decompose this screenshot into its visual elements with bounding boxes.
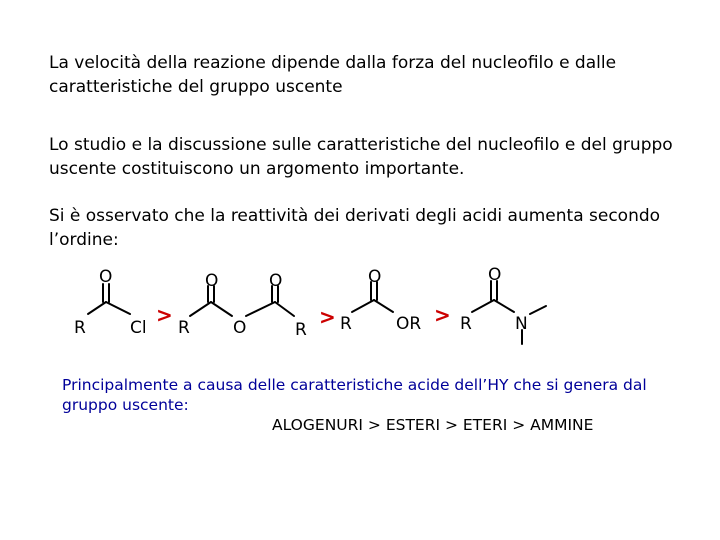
ester-or-label: OR (396, 314, 422, 334)
ester-r-label: R (340, 314, 352, 334)
acyl-chloride-cl-label: Cl (130, 318, 147, 338)
greater-than-2: > (319, 305, 336, 329)
ester-o-label: O (368, 267, 382, 287)
acyl-chloride-o-label: O (99, 267, 113, 287)
anhydride-o-mid-label: O (233, 318, 247, 338)
reactivity-order-line: ALOGENURI > ESTERI > ETERI > AMMINE (272, 416, 594, 434)
acid-derivatives-structures (60, 258, 560, 350)
anhydride-r1-label: R (178, 318, 190, 338)
greater-than-3: > (434, 303, 451, 327)
amide-n-label: N (515, 314, 528, 334)
acyl-chloride-r-label: R (74, 318, 86, 338)
paragraph-study-discussion: Lo studio e la discussione sulle caratteristiche del nucleofilo e del gruppo uscente costituiscono un argomento importante. (49, 135, 673, 179)
note-text: Principalmente a causa delle caratteristiche acide dell’HY che si genera dal gruppo uscente: (62, 376, 647, 414)
anhydride-o-top1-label: O (205, 271, 219, 291)
leaving-group-note (62, 375, 662, 435)
anhydride-o-top2-label: O (269, 271, 283, 291)
paragraph-reactivity-order: Si è osservato che la reattività dei derivati degli acidi aumenta secondo l’ordine: (49, 206, 661, 250)
paragraph-reaction-rate: La velocità della reazione dipende dalla forza del nucleofilo e dalle caratteristiche del gruppo uscente (49, 53, 617, 97)
amide-r-label: R (460, 314, 472, 334)
anhydride-r2-label: R (295, 320, 307, 340)
amide-o-label: O (488, 265, 502, 285)
greater-than-1: > (156, 303, 173, 327)
